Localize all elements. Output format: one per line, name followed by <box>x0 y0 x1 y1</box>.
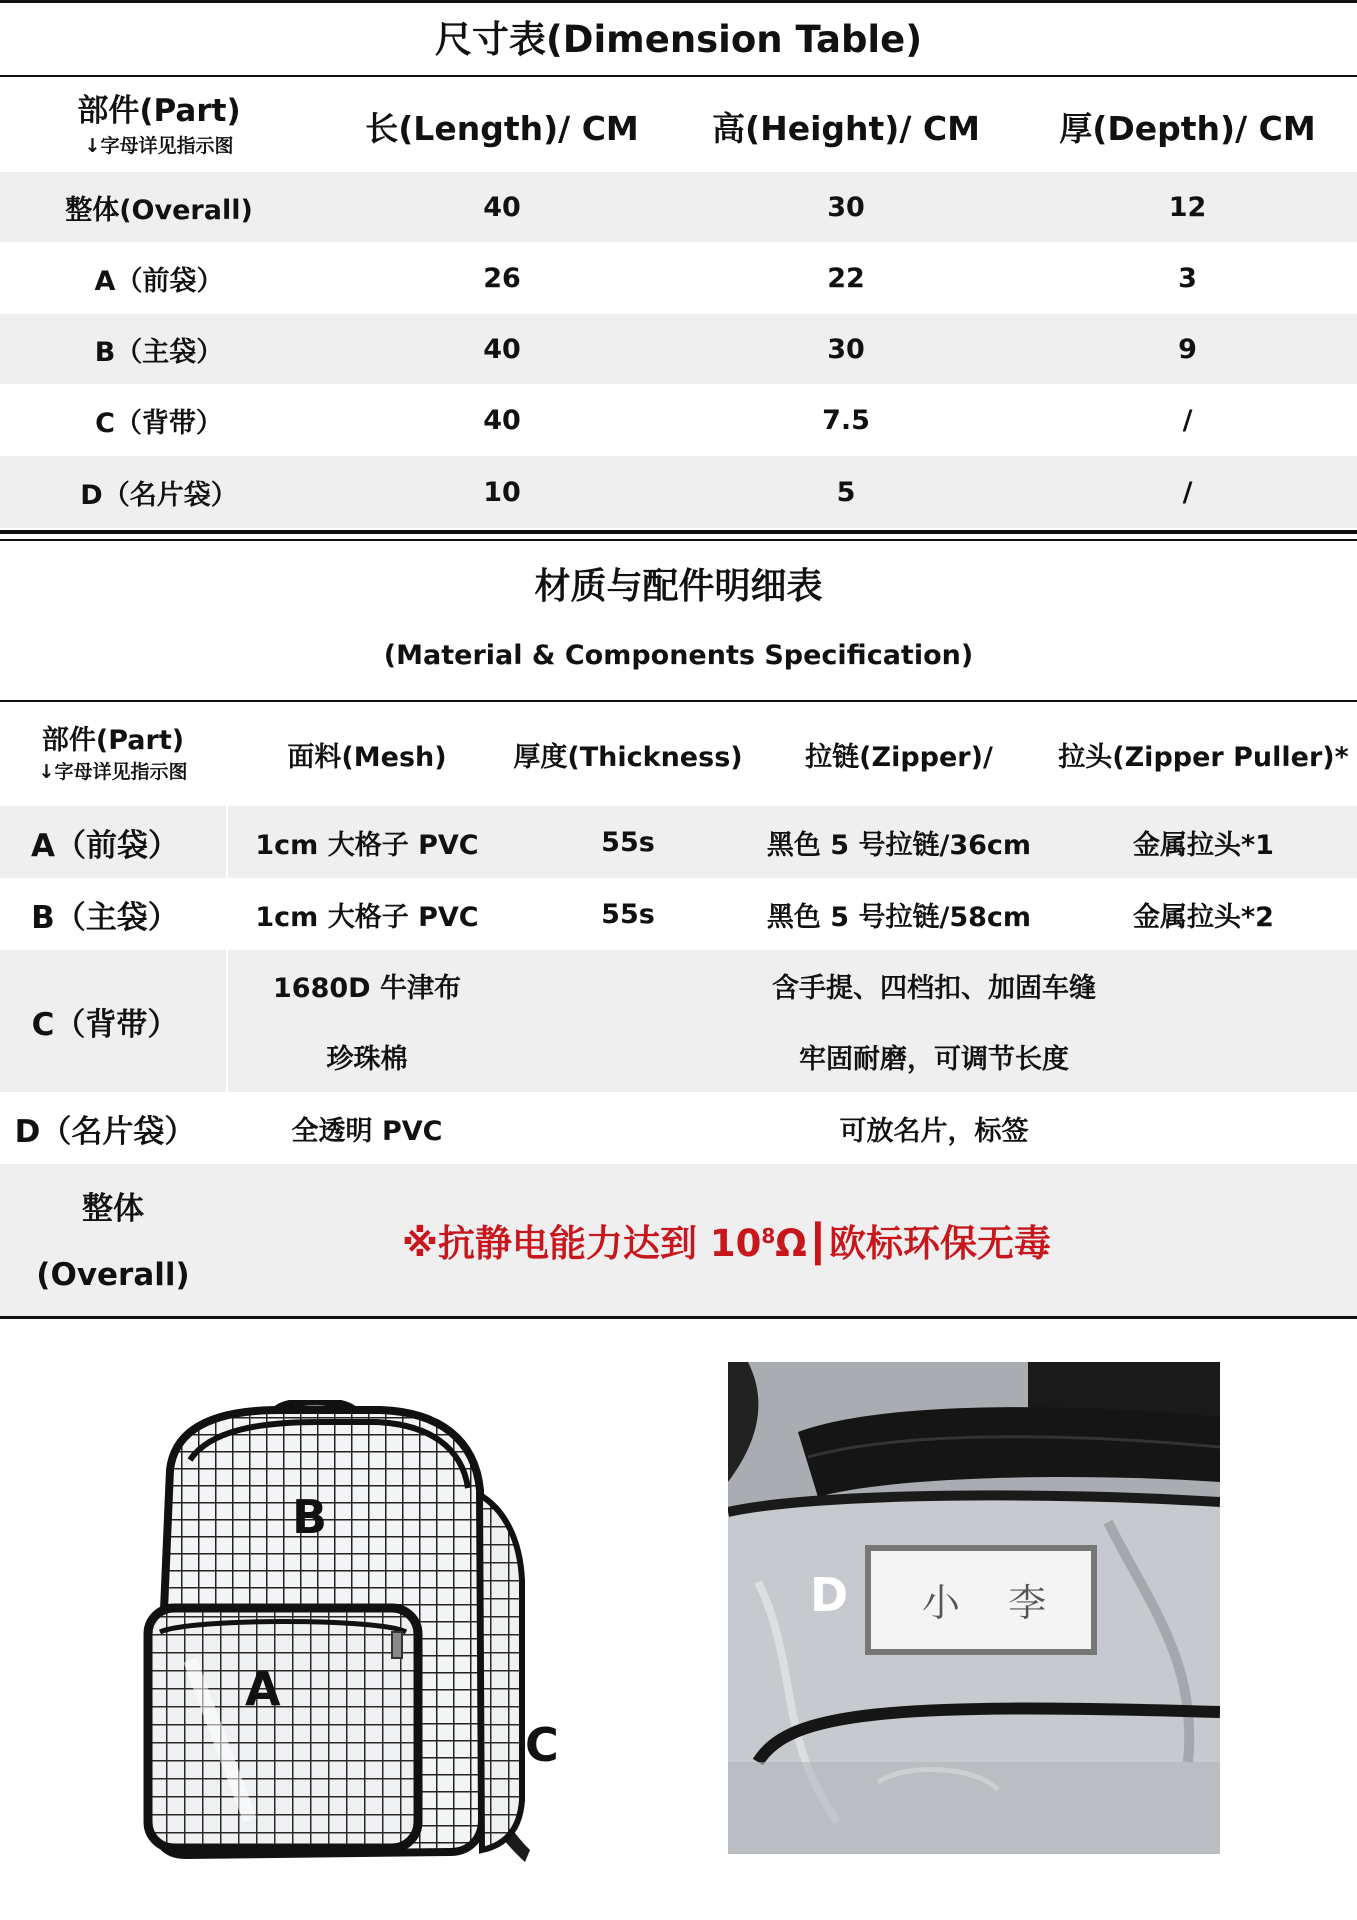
dimension-row-part: 整体(Overall) <box>65 194 253 226</box>
section-divider-rule <box>0 539 1357 541</box>
material-header-puller: 拉头(Zipper Puller)* <box>1058 741 1349 773</box>
antistatic-note <box>226 1164 1357 1316</box>
material-row-a-puller: 金属拉头*1 <box>1133 829 1274 861</box>
material-row-a-zipper: 黑色 5 号拉链/36cm <box>766 829 1032 861</box>
material-header-part-note: ↓字母详见指示图 <box>38 760 188 783</box>
name-card-text: 小 李 <box>921 1581 1055 1625</box>
backpack-label-b: B <box>292 1490 328 1544</box>
material-row-b-thickness: 55s <box>601 898 655 930</box>
antistatic-note-before: ※抗静电能力达到 10 <box>402 1222 762 1265</box>
dimension-row-part: B（主袋） <box>94 336 224 368</box>
material-header-thickness: 厚度(Thickness) <box>513 741 743 773</box>
material-header-part-label: 部件(Part) <box>41 724 185 756</box>
material-row-d-mesh: 全透明 PVC <box>291 1115 443 1147</box>
dimension-row-depth: / <box>1182 404 1193 436</box>
material-row-d-note: 可放名片，标签 <box>839 1115 1029 1147</box>
dimension-row-height: 22 <box>827 262 865 294</box>
dimension-row-part: C（背带） <box>95 407 223 439</box>
dimension-header-height: 高(Height)/ CM <box>712 108 980 148</box>
dimension-header-part-label: 部件(Part) <box>77 93 241 130</box>
name-card-pocket-photo <box>728 1362 1220 1854</box>
material-bottom-rule <box>0 1316 1357 1319</box>
dimension-row-length: 40 <box>483 191 521 223</box>
dimension-row-length: 40 <box>483 404 521 436</box>
dimension-row-length: 40 <box>483 333 521 365</box>
dimension-title-rule <box>0 75 1357 77</box>
top-rule <box>0 0 1357 3</box>
material-row-b-mesh: 1cm 大格子 PVC <box>255 901 479 933</box>
material-row-overall-part-2: (Overall) <box>36 1257 190 1293</box>
material-row-c-note-1: 含手提、四档扣、加固车缝 <box>772 973 1096 1004</box>
dimension-row-depth: 3 <box>1178 262 1197 294</box>
material-row-a-part: A（前袋） <box>31 827 179 864</box>
dimension-row-depth: / <box>1182 476 1193 508</box>
dimension-row-length: 10 <box>483 476 521 508</box>
dimension-bottom-rule <box>0 530 1357 534</box>
material-row-b-puller: 金属拉头*2 <box>1133 901 1274 933</box>
material-row-c-part: C（背带） <box>31 1006 179 1043</box>
material-table-title: 材质与配件明细表 <box>534 566 823 607</box>
material-row-c-note-2: 牢固耐磨，可调节长度 <box>799 1044 1069 1075</box>
dimension-row-height: 30 <box>827 333 865 365</box>
backpack-label-c: C <box>525 1718 559 1772</box>
dimension-row-part: D（名片袋） <box>80 479 238 511</box>
material-row-d-part: D（名片袋） <box>14 1113 196 1150</box>
closeup-label-d: D <box>810 1568 849 1622</box>
material-header-zipper: 拉链(Zipper)/ <box>805 741 993 773</box>
material-row-c-mesh-1: 1680D 牛津布 <box>273 973 461 1004</box>
material-row-overall-part-1: 整体 <box>82 1190 144 1227</box>
dimension-header-length: 长(Length)/ CM <box>365 108 639 148</box>
material-table-subtitle: (Material & Components Specification) <box>383 640 974 671</box>
material-header-part <box>0 702 226 806</box>
backpack-illustration <box>130 1400 570 1870</box>
backpack-drawing <box>130 1400 570 1870</box>
dimension-header-depth: 厚(Depth)/ CM <box>1059 108 1316 148</box>
dimension-header-part-note: ↓字母详见指示图 <box>84 134 234 157</box>
antistatic-note-after: Ω┃欧标环保无毒 <box>775 1222 1051 1265</box>
material-row-b-zipper: 黑色 5 号拉链/58cm <box>766 901 1032 933</box>
material-row-a-thickness: 55s <box>601 826 655 858</box>
material-row-b-part: B（主袋） <box>31 899 179 936</box>
dimension-row-length: 26 <box>483 262 521 294</box>
antistatic-note-exponent: 8 <box>761 1224 776 1248</box>
dimension-table-title: 尺寸表(Dimension Table) <box>434 18 923 61</box>
material-row-c-mesh-2: 珍珠棉 <box>326 1044 408 1075</box>
dimension-row-height: 30 <box>827 191 865 223</box>
dimension-row-part: A（前袋） <box>94 265 224 297</box>
dimension-header-part <box>0 80 318 172</box>
backpack-label-a: A <box>245 1662 281 1716</box>
material-header-mesh: 面料(Mesh) <box>287 741 447 773</box>
dimension-row-depth: 12 <box>1168 191 1207 223</box>
dimension-row-height: 7.5 <box>822 404 870 436</box>
dimension-row-height: 5 <box>836 476 856 508</box>
material-row-a-mesh: 1cm 大格子 PVC <box>255 829 479 861</box>
dimension-row-depth: 9 <box>1178 333 1197 365</box>
